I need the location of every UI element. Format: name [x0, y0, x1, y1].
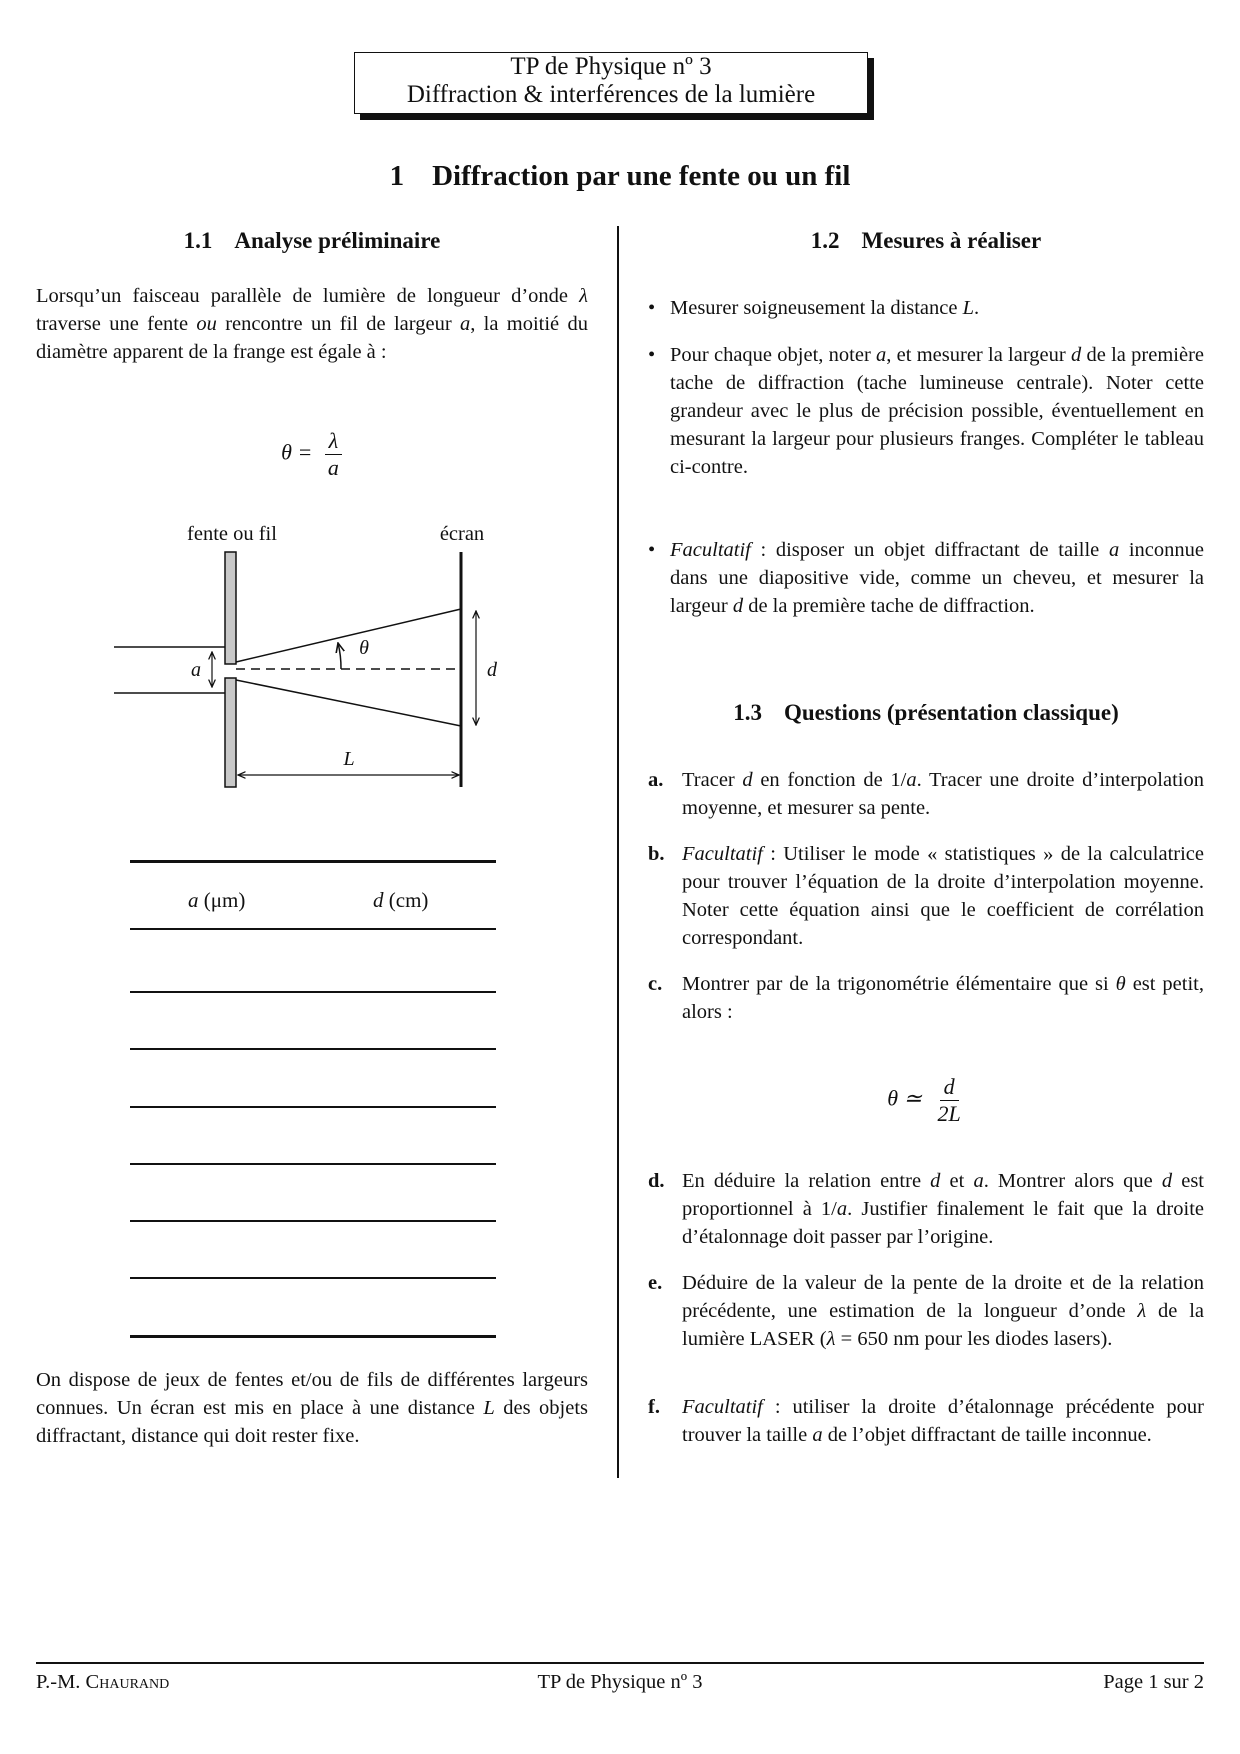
question-e — [648, 1269, 1204, 1353]
label-d: d — [487, 659, 497, 681]
formula-small-angle-fraction — [934, 1074, 965, 1127]
footer-author: P.-M. Chaurand — [36, 1671, 170, 1693]
subsection-1-3-number: 1.3 — [733, 700, 762, 725]
diffracted-ray-bottom — [236, 680, 461, 726]
setup-paragraph — [36, 1366, 588, 1450]
question-f-text-1: : utiliser la droite d’étalonnage précédente pour trouver la taille — [682, 1396, 1204, 1446]
bullet-3-text-1: : disposer un objet diffractant de taille — [750, 539, 1109, 561]
formula-numerator: λ — [325, 428, 343, 455]
footer-page-number: Page 1 sur 2 — [1103, 1671, 1204, 1693]
formula-small-angle-denominator: 2L — [937, 1101, 961, 1126]
formula-theta-lambda — [36, 428, 588, 481]
formula-denominator: a — [327, 455, 339, 480]
d-symbol: d — [930, 1170, 941, 1192]
table-row-rule — [130, 1220, 496, 1222]
L-symbol: L — [483, 1397, 495, 1419]
slit-lower-plate — [225, 678, 236, 787]
subsection-1-2-title: Mesures à réaliser — [861, 228, 1042, 253]
a-symbol: a — [1108, 539, 1120, 561]
formula-small-angle — [648, 1074, 1204, 1127]
lambda-symbol: λ — [826, 1328, 836, 1350]
table-header-d-symbol: d — [373, 888, 384, 912]
question-e-text-1: Déduire de la valeur de la pente de la droite et de la relation précédente, une estimation de la longueur d’onde — [682, 1272, 1204, 1322]
formula-fraction — [324, 428, 343, 481]
slit-upper-plate — [225, 552, 236, 664]
question-a-text-3: . Tracer une droite d’interpolation moyenne, et mesurer sa pente. — [682, 769, 1204, 819]
question-d-text-5: . Justifier finalement le fait que la droite d’étalonnage doit passer par l’origine. — [682, 1198, 1204, 1248]
label-L: L — [343, 748, 355, 770]
question-d-text-1: En déduire la relation entre — [682, 1170, 931, 1192]
question-f-label: f. — [648, 1396, 660, 1418]
question-e-text-2: de la lumière LASER ( — [682, 1300, 1204, 1350]
table-header-rule — [130, 928, 496, 930]
question-d-label: d. — [648, 1170, 665, 1192]
a-symbol: a — [973, 1170, 984, 1192]
setup-text-1: On dispose de jeux de fentes et/ou de fils de différentes largeurs connues. Un écran est mis en place à une distance — [36, 1369, 588, 1419]
subsection-1-2-number: 1.2 — [810, 228, 840, 253]
bullet-2-text-2: , et mesurer la largeur — [886, 344, 1071, 366]
label-theta: θ — [359, 637, 369, 659]
facultatif-label: Facultatif — [682, 843, 763, 865]
table-header-a-unit: (μm) — [198, 888, 246, 912]
question-c — [648, 970, 1204, 1026]
a-symbol: a — [836, 1198, 848, 1220]
theta-symbol: θ — [1115, 973, 1126, 995]
question-a — [648, 766, 1204, 822]
subsection-1-1-title: Analyse préliminaire — [234, 228, 441, 253]
subsection-1-3-heading — [648, 700, 1204, 726]
intro-paragraph — [36, 282, 588, 366]
label-slit-or-wire: fente ou fil — [187, 523, 277, 545]
table-row-rule — [130, 991, 496, 993]
intro-text-2: traverse une fente — [36, 313, 197, 335]
section-number: 1 — [389, 160, 405, 192]
table-bottom-rule — [130, 1335, 496, 1338]
bullet-3-text-3: de la première tache de diffraction. — [743, 595, 1035, 617]
intro-text-3: rencontre un fil de largeur — [216, 313, 460, 335]
bullet-2-text-1: Pour chaque objet, noter — [670, 344, 877, 366]
question-c-text-2: est petit, alors : — [682, 973, 1204, 1023]
bullet-1-end: . — [974, 297, 980, 319]
label-screen: écran — [439, 523, 485, 545]
table-header-d-unit: (cm) — [383, 888, 429, 912]
table-row-rule — [130, 1277, 496, 1279]
lambda-symbol: λ — [1137, 1300, 1147, 1322]
a-symbol: a — [906, 769, 917, 791]
facultatif-label: Facultatif — [670, 539, 751, 561]
question-a-text-1: Tracer — [682, 769, 743, 791]
title-line-2: Diffraction & interférences de la lumière — [406, 81, 816, 108]
column-divider — [617, 226, 619, 1478]
d-symbol: d — [732, 595, 744, 617]
theta-arc — [338, 643, 341, 669]
lambda-symbol: λ — [579, 285, 588, 307]
bullet-2-text-3: de la première tache de diffraction (tache lumineuse centrale). Noter cette grandeur avec le plus de précision possible, éventuellement en mesurant la largeur pour plusieurs franges. Compléter le tableau ci-contre. — [670, 344, 1205, 478]
diffraction-diagram — [0, 510, 600, 800]
question-d — [648, 1167, 1204, 1251]
subsection-1-1-heading — [36, 228, 588, 254]
title-line-1: TP de Physique nº 3 — [510, 53, 712, 80]
bullet-3-text-2: inconnue dans une diapositive vide, comme un cheveu, et mesurer la largeur — [670, 539, 1204, 617]
question-b-text: : Utiliser le mode « statistiques » de la calculatrice pour trouver l’équation de la droite d’interpolation moyenne. Noter cette équation ainsi que le coefficient de corrélation correspondant. — [682, 843, 1204, 949]
question-d-text-3: . Montrer alors que — [983, 1170, 1162, 1192]
table-header-a — [188, 888, 245, 913]
L-symbol: L — [962, 297, 975, 319]
title-box — [354, 52, 868, 114]
d-symbol: d — [742, 769, 753, 791]
list-item — [648, 341, 1204, 481]
question-f — [648, 1393, 1204, 1449]
subsection-1-2-heading — [648, 228, 1204, 254]
list-item — [648, 294, 1204, 322]
a-symbol: a — [812, 1424, 823, 1446]
question-f-text-2: de l’objet diffractant de taille inconnue. — [822, 1424, 1152, 1446]
ou-word: ou — [196, 313, 217, 335]
section-title: Diffraction par une fente ou un fil — [432, 160, 851, 192]
facultatif-label: Facultatif — [682, 1396, 763, 1418]
d-symbol: d — [1071, 344, 1082, 366]
intro-text-1: Lorsqu’un faisceau parallèle de lumière de longueur d’onde — [36, 285, 580, 307]
table-row-rule — [130, 1048, 496, 1050]
table-row-rule — [130, 1163, 496, 1165]
question-b-label: b. — [648, 843, 665, 865]
question-e-label: e. — [648, 1272, 663, 1294]
a-symbol: a — [459, 313, 471, 335]
label-a: a — [191, 659, 201, 681]
subsection-1-1-number: 1.1 — [183, 228, 213, 253]
section-heading — [0, 160, 1240, 193]
d-symbol: d — [1161, 1170, 1173, 1192]
question-d-text-2: et — [940, 1170, 974, 1192]
question-a-label: a. — [648, 769, 664, 791]
question-c-text-1: Montrer par de la trigonométrie élémentaire que si — [682, 973, 1116, 995]
table-row-rule — [130, 1106, 496, 1108]
table-header-d — [373, 888, 428, 913]
formula-small-angle-lhs: θ ≃ — [887, 1085, 922, 1111]
question-c-label: c. — [648, 973, 663, 995]
table-top-rule — [130, 860, 496, 863]
formula-small-angle-numerator: d — [940, 1074, 959, 1101]
footer-title: TP de Physique nº 3 — [537, 1671, 703, 1693]
intro-text-4: , la moitié du diamètre apparent de la frange est égale à : — [36, 313, 588, 363]
setup-text-2: des objets diffractant, distance qui doit rester fixe. — [36, 1397, 588, 1447]
subsection-1-3-title: Questions (présentation classique) — [783, 700, 1119, 725]
table-header-a-symbol: a — [188, 888, 199, 912]
a-symbol: a — [876, 344, 887, 366]
question-d-text-4: est proportionnel à 1/ — [682, 1170, 1205, 1220]
bullet-1-text: Mesurer soigneusement la distance — [670, 297, 963, 319]
question-e-text-3: = 650 nm pour les diodes lasers). — [835, 1328, 1113, 1350]
list-item — [648, 536, 1204, 620]
formula-lhs: θ = — [281, 439, 313, 465]
diffracted-ray-top — [236, 609, 461, 662]
question-b — [648, 840, 1204, 952]
question-a-text-2: en fonction de 1/ — [752, 769, 907, 791]
footer-rule — [36, 1662, 1204, 1664]
